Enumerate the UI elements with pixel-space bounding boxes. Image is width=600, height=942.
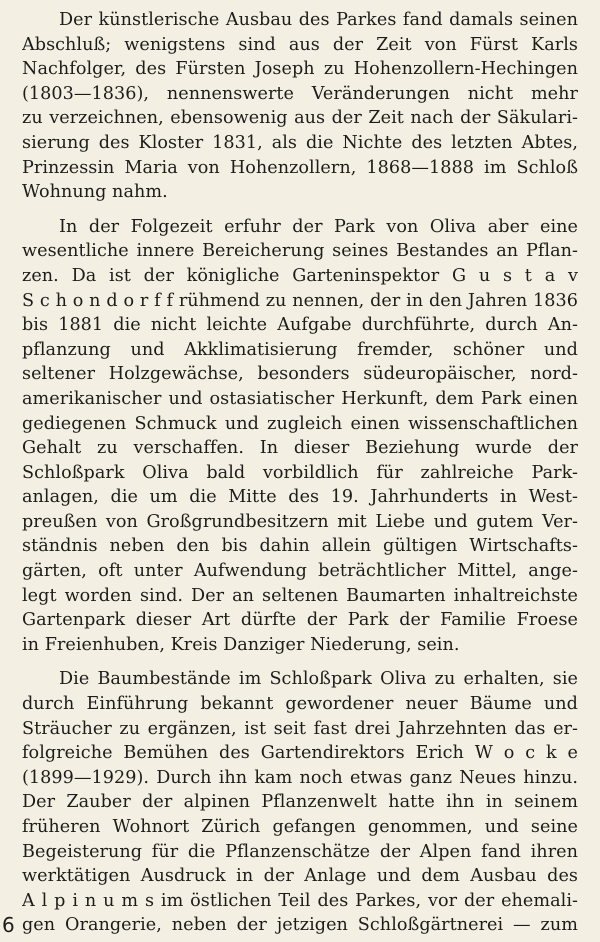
text-line: seltener Holzgewächse, besonders südeuropäischer, nord-	[22, 364, 578, 385]
text-line: (1899—1929). Durch ihn kam noch etwas ganz Neues hinzu.	[22, 767, 578, 788]
text-line: preußen von Großgrundbesitzern mit Liebe und gutem Ver-	[22, 511, 578, 532]
text-line: folgreiche Bemühen des Gartendirektors Erich W o c k e	[22, 743, 578, 764]
text-line: zu verzeichnen, ebensowenig aus der Zeit nach der Säkulari-	[22, 108, 578, 129]
text-line: sierung des Kloster 1831, als die Nichte des letzten Abtes,	[22, 132, 578, 153]
text-line: S c h o n d o r f f rühmend zu nennen, der in den Jahren 1836	[22, 290, 578, 311]
text-line: gediegenen Schmuck und zugleich einen wissenschaftlichen	[22, 413, 578, 434]
paragraph-park-completion	[22, 8, 578, 205]
text-line: legt worden sind. Der an seltenen Baumarten inhaltreichste	[22, 585, 578, 606]
text-line: anlagen, die um die Mitte des 19. Jahrhunderts in West-	[22, 487, 578, 508]
text-line: Der künstlerische Ausbau des Parkes fand damals seinen	[59, 10, 578, 30]
text-line: ständnis neben den bis dahin allein gültigen Wirtschafts-	[22, 536, 578, 557]
body-text	[22, 8, 578, 942]
page-number: 6	[2, 913, 15, 937]
text-line: durch Einführung bekannt gewordener neuer Bäume und	[22, 694, 578, 715]
text-line: zen. Da ist der königliche Garteninspektor G u s t a v	[22, 265, 578, 286]
text-line: in Freienhuben, Kreis Danziger Niederung, sein.	[22, 634, 460, 655]
text-line: bis 1881 die nicht leichte Aufgabe durchführte, durch An-	[22, 315, 578, 336]
text-line: Gartenpark dieser Art dürfte der Park der Familie Froese	[22, 610, 578, 631]
text-line: Prinzessin Maria von Hohenzollern, 1868—1888 im Schloß	[22, 157, 578, 178]
text-line: früheren Wohnort Zürich gefangen genommen, und seine	[22, 817, 578, 837]
text-line: amerikanischer und ostasiatischer Herkunft, dem Park einen	[22, 388, 578, 409]
text-line: Nachfolger, des Fürsten Joseph zu Hohenzollern-Hechingen	[22, 59, 578, 80]
paragraph-plant-enrichment	[22, 215, 578, 658]
text-line: Der Zauber der alpinen Pflanzenwelt hatte ihn in seinem	[22, 792, 578, 813]
text-line: Abschluß; wenigstens sind aus der Zeit von Fürst Karls	[22, 34, 578, 55]
text-line: wesentliche innere Bereicherung seines Bestandes an Pflan-	[22, 241, 578, 262]
text-line: Begeisterung für die Pflanzenschätze der Alpen fand ihren	[22, 841, 578, 862]
text-line: Schloßpark Oliva bald vorbildlich für zahlreiche Park-	[22, 462, 578, 483]
text-line: A l p i n u m s im östlichen Teil des Parkes, vor der ehemali-	[22, 890, 578, 911]
text-line: In der Folgezeit erfuhr der Park von Oliva aber eine	[59, 216, 578, 237]
text-line: Die Baumbestände im Schloßpark Oliva zu erhalten, sie	[59, 669, 578, 690]
text-line: Wohnung nahm.	[22, 182, 168, 203]
text-line: pflanzung und Akklimatisierung fremder, schöner und	[22, 339, 578, 360]
text-line: gärten, oft unter Aufwendung beträchtlicher Mittel, ange-	[22, 561, 578, 582]
text-line: gen Orangerie, neben der jetzigen Schloßgärtnerei — zum	[22, 915, 578, 936]
text-line: (1803—1836), nennenswerte Veränderungen nicht mehr	[22, 83, 578, 104]
text-line: Gehalt zu verschaffen. In dieser Beziehung wurde der	[22, 438, 578, 459]
paragraph-alpinum	[22, 667, 578, 938]
text-line: werktätigen Ausdruck in der Anlage und dem Ausbau des	[22, 866, 578, 887]
text-line: Sträucher zu ergänzen, ist seit fast drei Jahrzehnten das er-	[22, 718, 578, 739]
